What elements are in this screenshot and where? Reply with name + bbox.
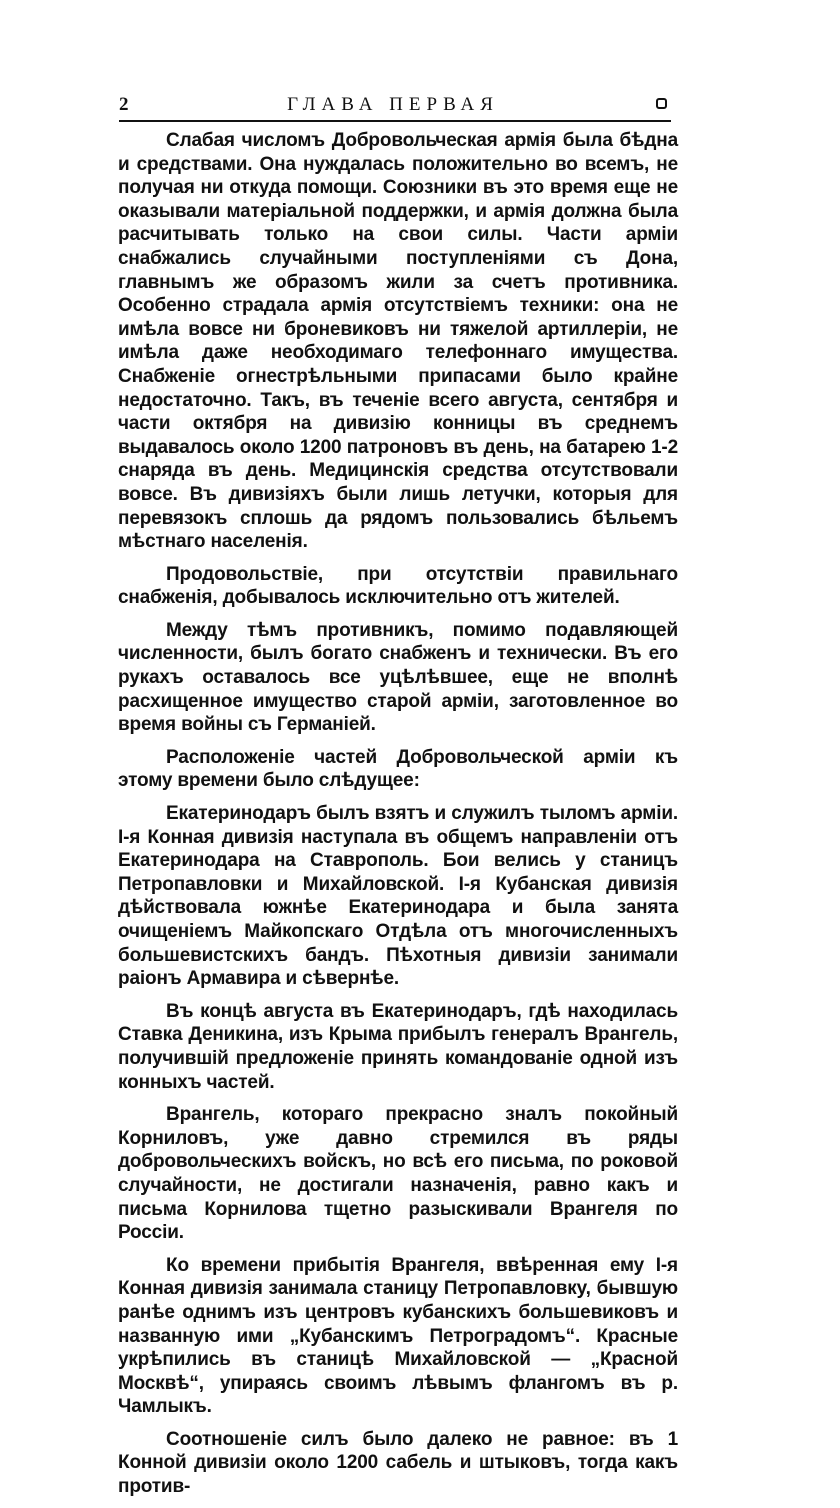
- page-header: [119, 94, 667, 116]
- chapter-title: ГЛАВА ПЕРВАЯ: [287, 94, 499, 115]
- paragraph: Екатеринодаръ былъ взятъ и служилъ тыломъ арміи. І-я Конная дивизія наступала въ общемъ направленіи отъ Екатеринодара на Ставрополь. Бои велись у станицъ Петропавловки и Михайловской. І-я Кубанская дивизія дѣйствовала южнѣе Екатеринодара и была занята очищеніемъ Майкопскаго Отдѣла отъ многочисленныхъ большевистскихъ бандъ. Пѣхотныя дивизіи занимали раіонъ Армавира и сѣвернѣе.: [118, 803, 678, 990]
- paragraph: Соотношеніе силъ было далеко не равное: въ 1 Конной дивизіи около 1200 сабель и штыковъ, тогда какъ против-: [118, 1428, 678, 1498]
- paragraph: Продовольствіе, при отсутствіи правильнаго снабженія, добывалось исключительно отъ жителей.: [118, 563, 678, 609]
- header-divider: [119, 120, 671, 122]
- paragraph: Въ концѣ августа въ Екатеринодаръ, гдѣ находилась Ставка Деникина, изъ Крыма прибылъ генералъ Врангель, получившій предложеніе принять командованіе одной изъ конныхъ частей.: [118, 1000, 678, 1093]
- square-ornament-icon: [656, 98, 667, 109]
- paragraph: Врангель, котораго прекрасно зналъ покойный Корниловъ, уже давно стремился въ ряды добровольческихъ войскъ, но всѣ его письма, по роковой случайности, не достигали назначенія, равно какъ и письма Корнилова тщетно разыскивали Врангеля по Россіи.: [118, 1104, 678, 1244]
- paragraph: Между тѣмъ противникъ, помимо подавляющей численности, былъ богато снабженъ и технически. Въ его рукахъ оставалось все уцѣлѣвшее, еще не вполнѣ расхищенное имущество старой арміи, заготовленное во время войны съ Германіей.: [118, 619, 678, 736]
- paragraph: Ко времени прибытія Врангеля, ввѣренная ему І-я Конная дивизія занимала станицу Петропавловку, бывшую ранѣе однимъ изъ центровъ кубанскихъ большевиковъ и названную ими „Кубанскимъ Петроградомъ“. Красные укрѣпились въ станицѣ Михайловской — „Красной Москвѣ“, упираясь своимъ лѣвымъ флангомъ въ р. Чамлыкъ.: [118, 1254, 678, 1418]
- page-number: 2: [119, 94, 129, 115]
- paragraph: Расположеніе частей Добровольческой арміи къ этому времени было слѣдущее:: [118, 746, 678, 792]
- body-text: [118, 129, 678, 1508]
- paragraph: Слабая числомъ Добровольческая армія была бѣдна и средствами. Она нуждалась положительно во всемъ, не получая ни откуда помощи. Союзники въ это время еще не оказывали матеріальной поддержки, и армія должна была расчитывать только на свои силы. Части арміи снабжались случайными поступленіями съ Дона, главнымъ же образомъ жили за счетъ противника. Особенно страдала армія отсутствіемъ техники: она не имѣла вовсе ни броневиковъ ни тяжелой артиллеріи, не имѣла даже необходимаго телефоннаго имущества. Снабженіе огнестрѣльными припасами было крайне недостаточно. Такъ, въ теченіе всего августа, сентября и части октября на дивизію конницы въ среднемъ выдавалось около 1200 патроновъ въ день, на батарею 1-2 снаряда въ день. Медицинскія средства отсутствовали вовсе. Въ дивизіяхъ были лишь летучки, которыя для перевязокъ сплошь да рядомъ пользовались бѣльемъ мѣстнаго населенія.: [118, 130, 678, 553]
